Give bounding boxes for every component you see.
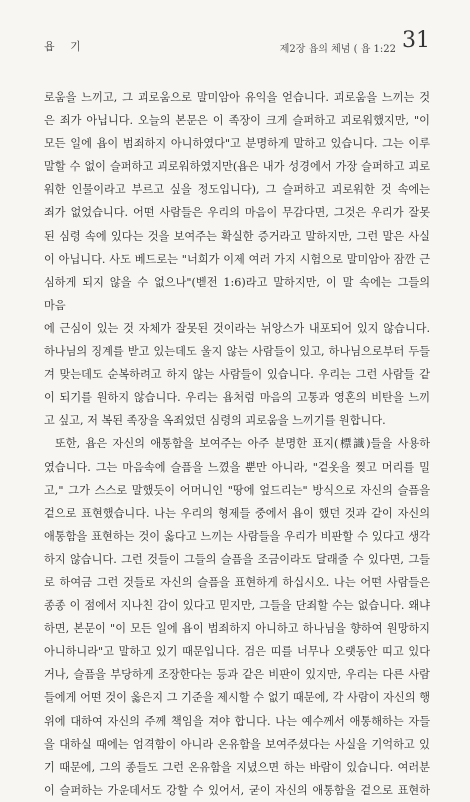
book-title: 욥 기 <box>44 40 87 53</box>
text-line: 거나, 슬픔을 부당하게 조장한다는 등과 같은 비판이 있지만, 우리는 다른 사람 <box>44 668 430 682</box>
text-line: 을 대하실 때에는 엄격함이 아니라 온유함을 보여주셨다는 사실을 기억하고 있 <box>44 737 430 751</box>
text-line: 겉으로 표현했습니다. 나는 우리의 형제들 중에서 욥이 했던 것과 같이 자신의 <box>44 506 430 520</box>
text-line: 에 근심이 있는 것 자체가 잘못된 것이라는 뉘앙스가 내포되어 있지 않습니다. <box>44 321 430 335</box>
text-line: 이 되기를 원하지 않습니다. 우리는 욥처럼 마음의 고통과 영혼의 비탄을 느끼 <box>44 391 430 405</box>
text-line: 고," 그가 스스로 말했듯이 어머니인 "땅에 엎드리는" 방식으로 자신의 슬픔을 <box>44 483 430 497</box>
text-line: 로 하여금 그런 것들로 자신의 슬픔을 표현하게 하십시오. 나는 어떤 사람들은 <box>44 575 430 589</box>
text-line: 위에 대하여 자신의 주께 책임을 져야 합니다. 나는 예수께서 애통해하는 자들 <box>44 714 430 728</box>
running-header <box>44 28 430 58</box>
text-line: 죄가 없었습니다. 어떤 사람들은 우리의 마음이 무감다면, 그것은 우리가 잘못 <box>44 206 430 220</box>
chapter-title: 제2장 욥의 체념 ( 욥 1:22 <box>279 44 396 55</box>
text-line: 은 죄가 아닙니다. 오늘의 본문은 이 족장이 크게 슬퍼하고 괴로워했지만, "이 <box>44 114 430 128</box>
text-line: 모든 일에 욥이 범죄하지 아니하였다"고 분명하게 말하고 있습니다. 그는 이루 <box>44 137 430 151</box>
text-line: 하지 않습니다. 그런 것들이 그들의 슬픔을 조금이라도 달래줄 수 있다면, 그들 <box>44 552 430 566</box>
text-line: 종종 이 점에서 지나친 감이 있다고 믿지만, 그들을 단죄할 수는 없습니다. 왜냐 <box>44 599 430 613</box>
text-line: 고 싶고, 저 복된 족장을 옥죄었던 심령의 괴로움을 느끼기를 원합니다. <box>44 414 386 428</box>
text-line: 로움을 느끼고, 그 괴로움으로 말미암아 유익을 얻습니다. 괴로움을 느끼는 것 <box>44 91 430 104</box>
text-line: 아니하니라"고 말하고 있기 때문입니다. 검은 띠를 너무나 오랫동안 띠고 있다 <box>44 645 430 659</box>
text-line: 하나님의 징계를 받고 있는데도 울지 않는 사람들이 있고, 하나님으로부터 두들 <box>44 345 430 359</box>
text-line: 말할 수 없이 슬퍼하고 괴로워하였지만(욥은 내가 성경에서 가장 슬퍼하고 괴로 <box>44 160 430 174</box>
text-line: 기 때문에, 그의 종들도 그런 온유함을 지녔으면 하는 바람이 있습니다. 여러분 <box>44 760 430 774</box>
page-number: 31 <box>402 28 430 53</box>
text-line: 하면, 본문이 "이 모든 일에 욥이 범죄하지 아니하고 하나님을 향하여 원망하지 <box>44 622 430 636</box>
text-line: 이 슬퍼하는 가운데서도 강할 수 있어서, 굳이 자신의 애통함을 겉으로 표현하 <box>44 783 430 797</box>
text-line: 이 아닙니다. 사도 베드로는 "너희가 이제 여러 가지 시험으로 말미암아 잠깐 근 <box>44 252 430 266</box>
text-line: 였습니다. 그는 마음속에 슬픔을 느꼈을 뿐만 아니라, "겉옷을 찢고 머리를 밀 <box>44 460 430 474</box>
text-line: 겨 맞는데도 순복하려고 하지 않는 사람들이 있습니다. 우리는 그런 사람들 같 <box>44 368 430 382</box>
text-line: 애통함을 표현하는 것이 옳다고 느끼는 사람들을 우리가 비판할 수 있다고 생각 <box>44 529 430 543</box>
body-text <box>44 86 430 802</box>
text-line: 또한, 욥은 자신의 애통함을 보여주는 아주 분명한 표지(標識)들을 사용하 <box>55 437 430 451</box>
text-line: 심하게 되지 않을 수 없으나"(벧전 1:6)라고 말하지만, 이 말 속에는 그들의 마음 <box>44 275 430 312</box>
text-line: 들에게 어떤 것이 옳은지 그 기준을 제시할 수 없기 때문에, 각 사람이 자신의 행 <box>44 691 430 705</box>
text-line: 된 심령 속에 있다는 것을 보여주는 확실한 증거라고 말하지만, 그런 말은 사실 <box>44 229 430 243</box>
text-line: 워한 인물이라고 부르고 싶을 정도입니다), 그 슬퍼하고 괴로워한 것 속에는 <box>44 183 430 197</box>
